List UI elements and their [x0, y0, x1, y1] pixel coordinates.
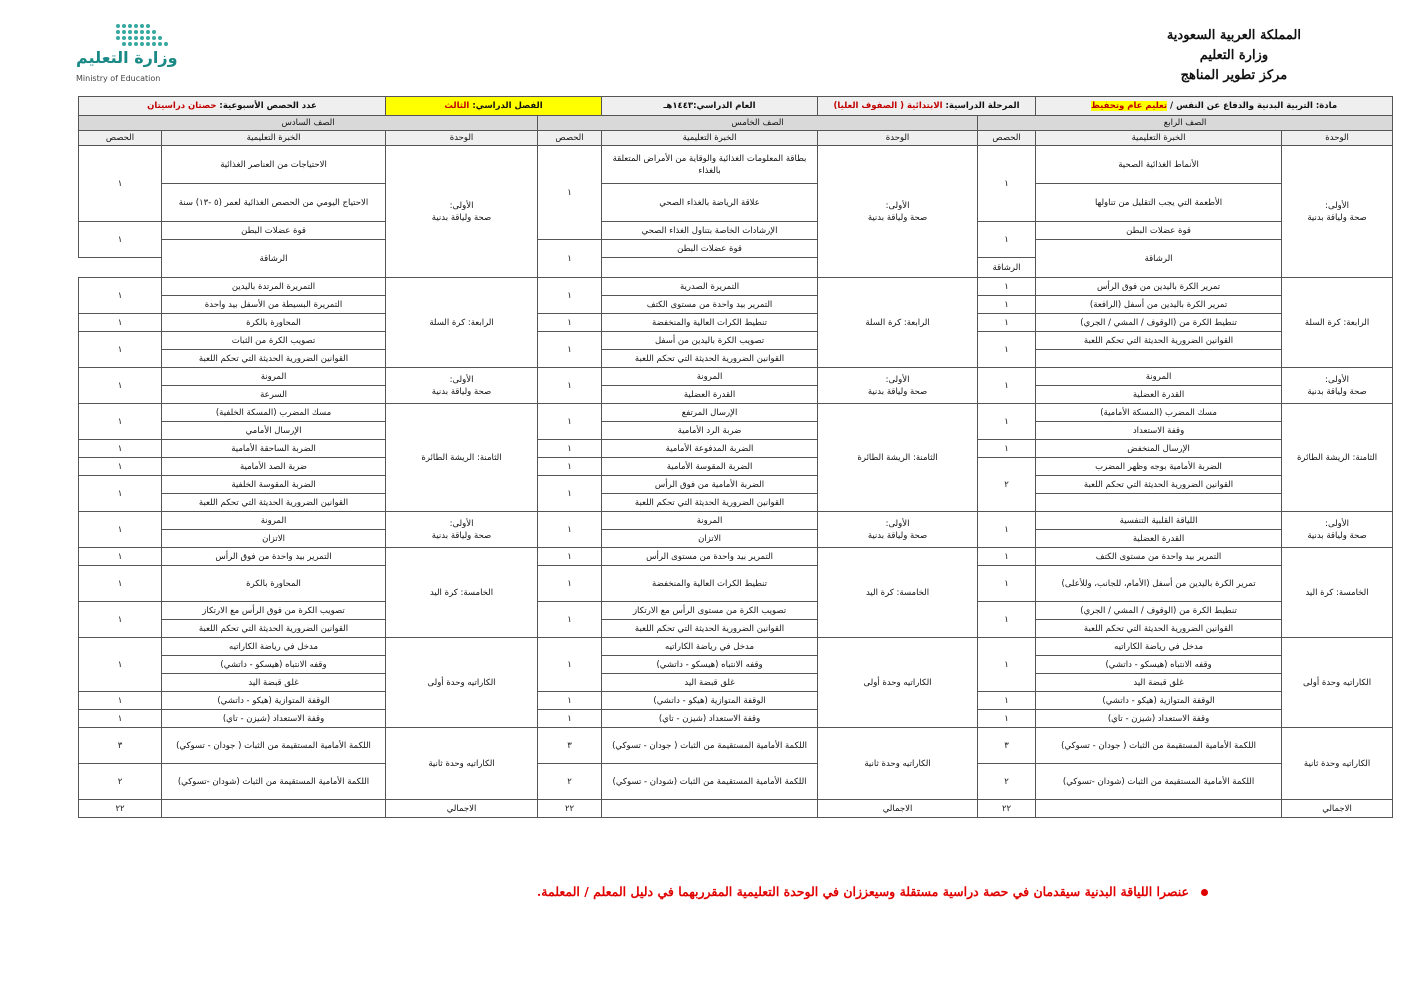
unit-cell: الأولى: صحة ولياقة بدنية [818, 512, 978, 548]
meta-row [79, 97, 1393, 116]
total-row [79, 800, 1393, 818]
periods-cell: ١ [538, 476, 602, 512]
ministry-line: وزارة التعليم [1199, 48, 1269, 63]
experience-cell: التمريرة الصدرية [602, 278, 818, 296]
periods-cell: ١ [79, 332, 162, 368]
table-row [79, 566, 1393, 602]
total-label: الاجمالي [1282, 800, 1393, 818]
periods-cell: ١ [538, 548, 602, 566]
unit-cell: الكاراتيه وحدة أولى [818, 638, 978, 728]
footnote-text: عنصرا اللياقة البدنية سيقدمان في حصة دراسية مستقلة وسيعززان في الوحدة التعليمية المقرربهما في دليل المعلم / المعلمة. [536, 884, 1189, 899]
col-exp: الخبرة التعليمية [162, 131, 386, 146]
experience-cell: ضربة الرد الأمامية [602, 422, 818, 440]
periods-cell: ١ [978, 222, 1036, 258]
semester-cell: الفصل الدراسي: الثالث [386, 97, 602, 116]
periods-cell: ١ [978, 332, 1036, 368]
col-unit: الوحدة [386, 131, 538, 146]
experience-cell: الاحتياج اليومي من الحصص الغذائية لعمر (٥ -١٣) سنة [162, 184, 386, 222]
periods-cell: ١ [79, 314, 162, 332]
experience-cell: اللكمة الأمامية المستقيمة من الثبات ( جودان - تسوكي) [602, 728, 818, 764]
experience-cell: الرشاقة [1036, 240, 1282, 278]
total-value: ٢٢ [79, 800, 162, 818]
experience-cell: الاتزان [162, 530, 386, 548]
experience-cell: القوانين الضرورية الحديثة التي تحكم اللعبة [602, 620, 818, 638]
table-row [79, 350, 1393, 368]
table-row [79, 710, 1393, 728]
experience-cell: المرونة [1036, 368, 1282, 386]
table-row [79, 548, 1393, 566]
periods-cell: ١ [538, 404, 602, 440]
unit-cell: الأولى: صحة ولياقة بدنية [1282, 146, 1393, 278]
experience-cell: المرونة [162, 368, 386, 386]
table-row [79, 296, 1393, 314]
periods-cell: ١ [538, 710, 602, 728]
total-empty [602, 800, 818, 818]
experience-cell [1036, 494, 1282, 512]
periods-cell: ٢ [538, 764, 602, 800]
experience-cell: تمرير الكرة باليدين من أسفل (الأمام، للجانب، وللأعلى) [1036, 566, 1282, 602]
bullet-icon [1201, 889, 1208, 896]
periods-cell: عدد الحصص الأسبوعية: حصتان دراسيتان [79, 97, 386, 116]
experience-cell: القوانين الضرورية الحديثة التي تحكم اللعبة [162, 494, 386, 512]
logo-english: Ministry of Education [76, 74, 161, 83]
table-row [79, 458, 1393, 476]
unit-cell: الأولى: صحة ولياقة بدنية [1282, 368, 1393, 404]
periods-cell: ١ [79, 512, 162, 548]
experience-cell: وقفة الاستعداد (شيزن - تاي) [602, 710, 818, 728]
unit-cell: الكاراتيه وحدة ثانية [1282, 728, 1393, 800]
unit-cell: الخامسة: كرة اليد [386, 548, 538, 638]
periods-cell: ١ [79, 638, 162, 692]
experience-cell: اللكمة الأمامية المستقيمة من الثبات ( جودان - تسوكي) [162, 728, 386, 764]
grade-4-header: الصف الرابع [978, 116, 1393, 131]
subject-cell: مادة: التربية البدنية والدفاع عن النفس / تعليم عام وتحفيظ [1036, 97, 1393, 116]
experience-cell: اللياقة القلبية التنفسية [1036, 512, 1282, 530]
experience-cell: تنطيط الكرات العالية والمنخفضة [602, 314, 818, 332]
experience-cell: المحاورة بالكرة [162, 314, 386, 332]
experience-cell: التمريرة المرتدة باليدين [162, 278, 386, 296]
periods-cell: ١ [978, 692, 1036, 710]
col-per: الحصص [978, 131, 1036, 146]
experience-cell: الإرسال المنخفض [1036, 440, 1282, 458]
experience-cell: القوانين الضرورية الحديثة التي تحكم اللعبة [1036, 620, 1282, 638]
periods-cell: ١ [79, 692, 162, 710]
unit-cell: الخامسة: كرة اليد [818, 548, 978, 638]
col-exp: الخبرة التعليمية [1036, 131, 1282, 146]
periods-cell: ١ [538, 368, 602, 404]
experience-cell: التمرير بيد واحدة من مستوى الرأس [602, 548, 818, 566]
periods-cell: ١ [79, 710, 162, 728]
experience-cell: المحاورة بالكرة [162, 566, 386, 602]
table-row [79, 222, 1393, 240]
table-row [79, 386, 1393, 404]
unit-cell: الثامنة: الريشة الطائرة [818, 404, 978, 512]
kingdom-line: المملكة العربية السعودية [1166, 28, 1301, 43]
experience-cell: الأنماط الغذائية الصحية [1036, 146, 1282, 184]
periods-cell: ٢ [978, 458, 1036, 512]
unit-cell: الأولى: صحة ولياقة بدنية [818, 146, 978, 278]
experience-cell: غلق قبضة اليد [602, 674, 818, 692]
table-row [79, 530, 1393, 548]
total-empty [1036, 800, 1282, 818]
experience-cell: القوانين الضرورية الحديثة التي تحكم اللعبة [162, 350, 386, 368]
periods-cell: ١ [978, 368, 1036, 404]
periods-cell: ١ [538, 458, 602, 476]
experience-cell: الوقفة المتوازية (هيكو - داتشي) [162, 692, 386, 710]
periods-cell: ١ [538, 692, 602, 710]
experience-cell: الاحتياجات من العناصر الغذائية [162, 146, 386, 184]
grade-header-row [79, 116, 1393, 131]
periods-cell: ١ [79, 404, 162, 440]
experience-cell: وقفه الانتباه (هيسكو - داتشي) [1036, 656, 1282, 674]
experience-cell: مدخل في رياضة الكاراتيه [162, 638, 386, 656]
experience-cell: القوانين الضرورية الحديثة التي تحكم اللعبة [602, 350, 818, 368]
unit-cell: الأولى: صحة ولياقة بدنية [386, 146, 538, 278]
experience-cell: القوانين الضرورية الحديثة التي تحكم اللعبة [1036, 476, 1282, 494]
experience-cell: قوة عضلات البطن [1036, 222, 1282, 240]
unit-cell: الرابعة: كرة السلة [1282, 278, 1393, 368]
logo-arabic: وزارة التعليم [76, 48, 178, 67]
table-row [79, 620, 1393, 638]
experience-cell: غلق قبضة اليد [162, 674, 386, 692]
experience-cell: تصويب الكرة من الثبات [162, 332, 386, 350]
periods-cell: ١ [79, 476, 162, 512]
col-per: الحصص [79, 131, 162, 146]
unit-cell: الكاراتيه وحدة أولى [386, 638, 538, 728]
periods-cell: ١ [978, 602, 1036, 638]
experience-cell: وقفة الاستعداد (شيزن - تاي) [1036, 710, 1282, 728]
experience-cell: التمرير بيد واحدة من مستوى الكتف [602, 296, 818, 314]
ministry-logo [70, 22, 180, 82]
experience-cell: الضربة الأمامية من فوق الرأس [602, 476, 818, 494]
experience-cell: اللكمة الأمامية المستقيمة من الثبات ( جودان - تسوكي) [1036, 728, 1282, 764]
periods-cell: ٣ [538, 728, 602, 764]
experience-cell: بطاقة المعلومات الغذائية والوقاية من الأمراض المتعلقة بالغذاء [602, 146, 818, 184]
table-row [79, 476, 1393, 494]
experience-cell: تنطيط الكرة من (الوقوف / المشي / الجري) [1036, 602, 1282, 620]
experience-cell: اللكمة الأمامية المستقيمة من الثبات (شودان -تسوكي) [162, 764, 386, 800]
periods-cell: ١ [79, 222, 162, 258]
unit-cell: الثامنة: الريشة الطائرة [1282, 404, 1393, 512]
experience-cell: القوانين الضرورية الحديثة التي تحكم اللعبة [162, 620, 386, 638]
experience-cell: اللكمة الأمامية المستقيمة من الثبات (شودان - تسوكي) [602, 764, 818, 800]
periods-cell: ١ [538, 566, 602, 602]
periods-cell: ٣ [79, 728, 162, 764]
stage-cell: المرحلة الدراسية: الابتدائية ( الصفوف العليا) [818, 97, 1036, 116]
experience-cell: الضربة الساحقة الأمامية [162, 440, 386, 458]
experience-cell: علاقة الرياضة بالغذاء الصحي [602, 184, 818, 222]
experience-cell: القوانين الضرورية الحديثة التي تحكم اللعبة [1036, 332, 1282, 350]
periods-cell: ٣ [978, 728, 1036, 764]
periods-cell: ١ [79, 602, 162, 638]
unit-cell: الكاراتيه وحدة ثانية [818, 728, 978, 800]
experience-cell: وقفه الانتباه (هيسكو - داتشي) [162, 656, 386, 674]
experience-cell: الوقفة المتوازية (هيكو - داتشي) [602, 692, 818, 710]
table-row [79, 692, 1393, 710]
table-row [79, 602, 1393, 620]
experience-cell: غلق قبضة اليد [1036, 674, 1282, 692]
table-row [79, 278, 1393, 296]
experience-cell: الضربة المقوسة الخلفية [162, 476, 386, 494]
experience-cell: القدرة العضلية [1036, 386, 1282, 404]
periods-cell: ١ [538, 278, 602, 314]
periods-cell: ١ [79, 278, 162, 314]
periods-cell: ١ [79, 368, 162, 404]
table-row [79, 422, 1393, 440]
table-row [79, 638, 1393, 656]
table-row [79, 332, 1393, 350]
experience-cell: المرونة [602, 512, 818, 530]
experience-cell: الإرسال المرتفع [602, 404, 818, 422]
periods-cell: ١ [538, 602, 602, 638]
periods-cell: ١ [79, 146, 162, 222]
experience-cell: تمرير الكرة باليدين من أسفل (الرافعة) [1036, 296, 1282, 314]
table-row [79, 440, 1393, 458]
unit-cell: الأولى: صحة ولياقة بدنية [1282, 512, 1393, 548]
table-row [79, 656, 1393, 674]
logo-dots-icon [114, 22, 170, 48]
periods-cell: ١ [538, 146, 602, 240]
table-row [79, 404, 1393, 422]
experience-cell: الرشاقة [978, 258, 1036, 278]
experience-cell: الرشاقة [162, 240, 386, 278]
experience-cell: تنطيط الكرة من (الوقوف / المشي / الجري) [1036, 314, 1282, 332]
experience-cell: القدرة العضلية [1036, 530, 1282, 548]
experience-cell: المرونة [162, 512, 386, 530]
periods-cell: ١ [978, 638, 1036, 692]
table-row [79, 728, 1393, 764]
periods-cell: ١ [978, 296, 1036, 314]
curriculum-table [78, 96, 1393, 818]
footnote [537, 884, 1208, 899]
year-cell: العام الدراسي:١٤٤٣هـ [602, 97, 818, 116]
experience-cell: وقفه الانتباه (هيسكو - داتشي) [602, 656, 818, 674]
ministry-header [1167, 26, 1301, 86]
periods-cell: ١ [79, 440, 162, 458]
experience-cell: وقفة الاستعداد [1036, 422, 1282, 440]
experience-cell: التمرير بيد واحدة من مستوى الكتف [1036, 548, 1282, 566]
column-header-row [79, 131, 1393, 146]
periods-cell: ١ [538, 314, 602, 332]
periods-cell: ١ [978, 146, 1036, 222]
periods-cell: ٢ [79, 764, 162, 800]
experience-cell: تصويب الكرة من فوق الرأس مع الارتكاز [162, 602, 386, 620]
experience-cell: ضربة الصد الأمامية [162, 458, 386, 476]
experience-cell: القدرة العضلية [602, 386, 818, 404]
total-empty [162, 800, 386, 818]
periods-cell: ٢ [978, 764, 1036, 800]
experience-cell: اللكمة الأمامية المستقيمة من الثبات (شودان -تسوكي) [1036, 764, 1282, 800]
periods-cell: ١ [79, 548, 162, 566]
unit-cell: الأولى: صحة ولياقة بدنية [386, 512, 538, 548]
periods-cell: ١ [978, 710, 1036, 728]
experience-cell: قوة عضلات البطن [602, 240, 818, 258]
experience-cell: مدخل في رياضة الكاراتيه [602, 638, 818, 656]
experience-cell: مسك المضرب (المسكة الخلفية) [162, 404, 386, 422]
periods-cell: ١ [538, 638, 602, 692]
unit-cell: الكاراتيه وحدة ثانية [386, 728, 538, 800]
experience-cell: مسك المضرب (المسكة الأمامية) [1036, 404, 1282, 422]
experience-cell: الوقفة المتوازية (هيكو - داتشي) [1036, 692, 1282, 710]
total-value: ٢٢ [978, 800, 1036, 818]
periods-cell: ١ [978, 512, 1036, 548]
experience-cell: المرونة [602, 368, 818, 386]
total-label: الاجمالي [386, 800, 538, 818]
periods-cell: ١ [978, 440, 1036, 458]
experience-cell: القوانين الضرورية الحديثة التي تحكم اللعبة [602, 494, 818, 512]
periods-cell: ١ [978, 404, 1036, 440]
periods-cell: ١ [538, 332, 602, 368]
periods-cell: ١ [79, 458, 162, 476]
table-row [79, 146, 1393, 184]
experience-cell: الضربة المدفوعة الأمامية [602, 440, 818, 458]
experience-cell: الأطعمة التي يجب التقليل من تناولها [1036, 184, 1282, 222]
unit-cell: الأولى: صحة ولياقة بدنية [818, 368, 978, 404]
experience-cell: تصويب الكرة باليدين من أسفل [602, 332, 818, 350]
unit-cell: الرابعة: كرة السلة [818, 278, 978, 368]
experience-cell: قوة عضلات البطن [162, 222, 386, 240]
experience-cell: الضربة المقوسة الأمامية [602, 458, 818, 476]
table-row [79, 674, 1393, 692]
col-exp: الخبرة التعليمية [602, 131, 818, 146]
periods-cell: ١ [538, 512, 602, 548]
table-row [79, 512, 1393, 530]
periods-cell: ١ [79, 566, 162, 602]
col-unit: الوحدة [818, 131, 978, 146]
experience-cell: مدخل في رياضة الكاراتيه [1036, 638, 1282, 656]
grade-5-header: الصف الخامس [538, 116, 978, 131]
periods-cell: ١ [978, 566, 1036, 602]
grade-6-header: الصف السادس [79, 116, 538, 131]
table-row [79, 240, 1393, 258]
center-line: مركز تطوير المناهج [1180, 68, 1288, 83]
periods-cell: ١ [978, 314, 1036, 332]
periods-cell: ١ [538, 240, 602, 278]
experience-cell: الإرسال الأمامي [162, 422, 386, 440]
experience-cell: التمرير بيد واحدة من فوق الرأس [162, 548, 386, 566]
periods-cell: ١ [538, 440, 602, 458]
experience-cell: الاتزان [602, 530, 818, 548]
total-value: ٢٢ [538, 800, 602, 818]
experience-cell: التمريرة البسيطة من الأسفل بيد واحدة [162, 296, 386, 314]
col-unit: الوحدة [1282, 131, 1393, 146]
unit-cell: الثامنة: الريشة الطائرة [386, 404, 538, 512]
table-row [79, 494, 1393, 512]
unit-cell: الخامسة: كرة اليد [1282, 548, 1393, 638]
experience-cell: تصويب الكرة من مستوى الرأس مع الارتكاز [602, 602, 818, 620]
periods-cell: ١ [978, 278, 1036, 296]
experience-cell: السرعة [162, 386, 386, 404]
unit-cell: الرابعة: كرة السلة [386, 278, 538, 368]
experience-cell: وقفة الاستعداد (شيزن - تاي) [162, 710, 386, 728]
experience-cell: تمرير الكرة باليدين من فوق الرأس [1036, 278, 1282, 296]
experience-cell [1036, 350, 1282, 368]
table-row [79, 314, 1393, 332]
table-row [79, 184, 1393, 222]
table-row [79, 368, 1393, 386]
table-row [79, 764, 1393, 800]
experience-cell: الضربة الأمامية بوجه وظهر المضرب [1036, 458, 1282, 476]
unit-cell: الأولى: صحة ولياقة بدنية [386, 368, 538, 404]
experience-cell: الإرشادات الخاصة بتناول الغذاء الصحي [602, 222, 818, 240]
col-per: الحصص [538, 131, 602, 146]
total-label: الاجمالي [818, 800, 978, 818]
experience-cell: تنطيط الكرات العالية والمنخفضة [602, 566, 818, 602]
unit-cell: الكاراتيه وحدة أولى [1282, 638, 1393, 728]
periods-cell: ١ [978, 548, 1036, 566]
